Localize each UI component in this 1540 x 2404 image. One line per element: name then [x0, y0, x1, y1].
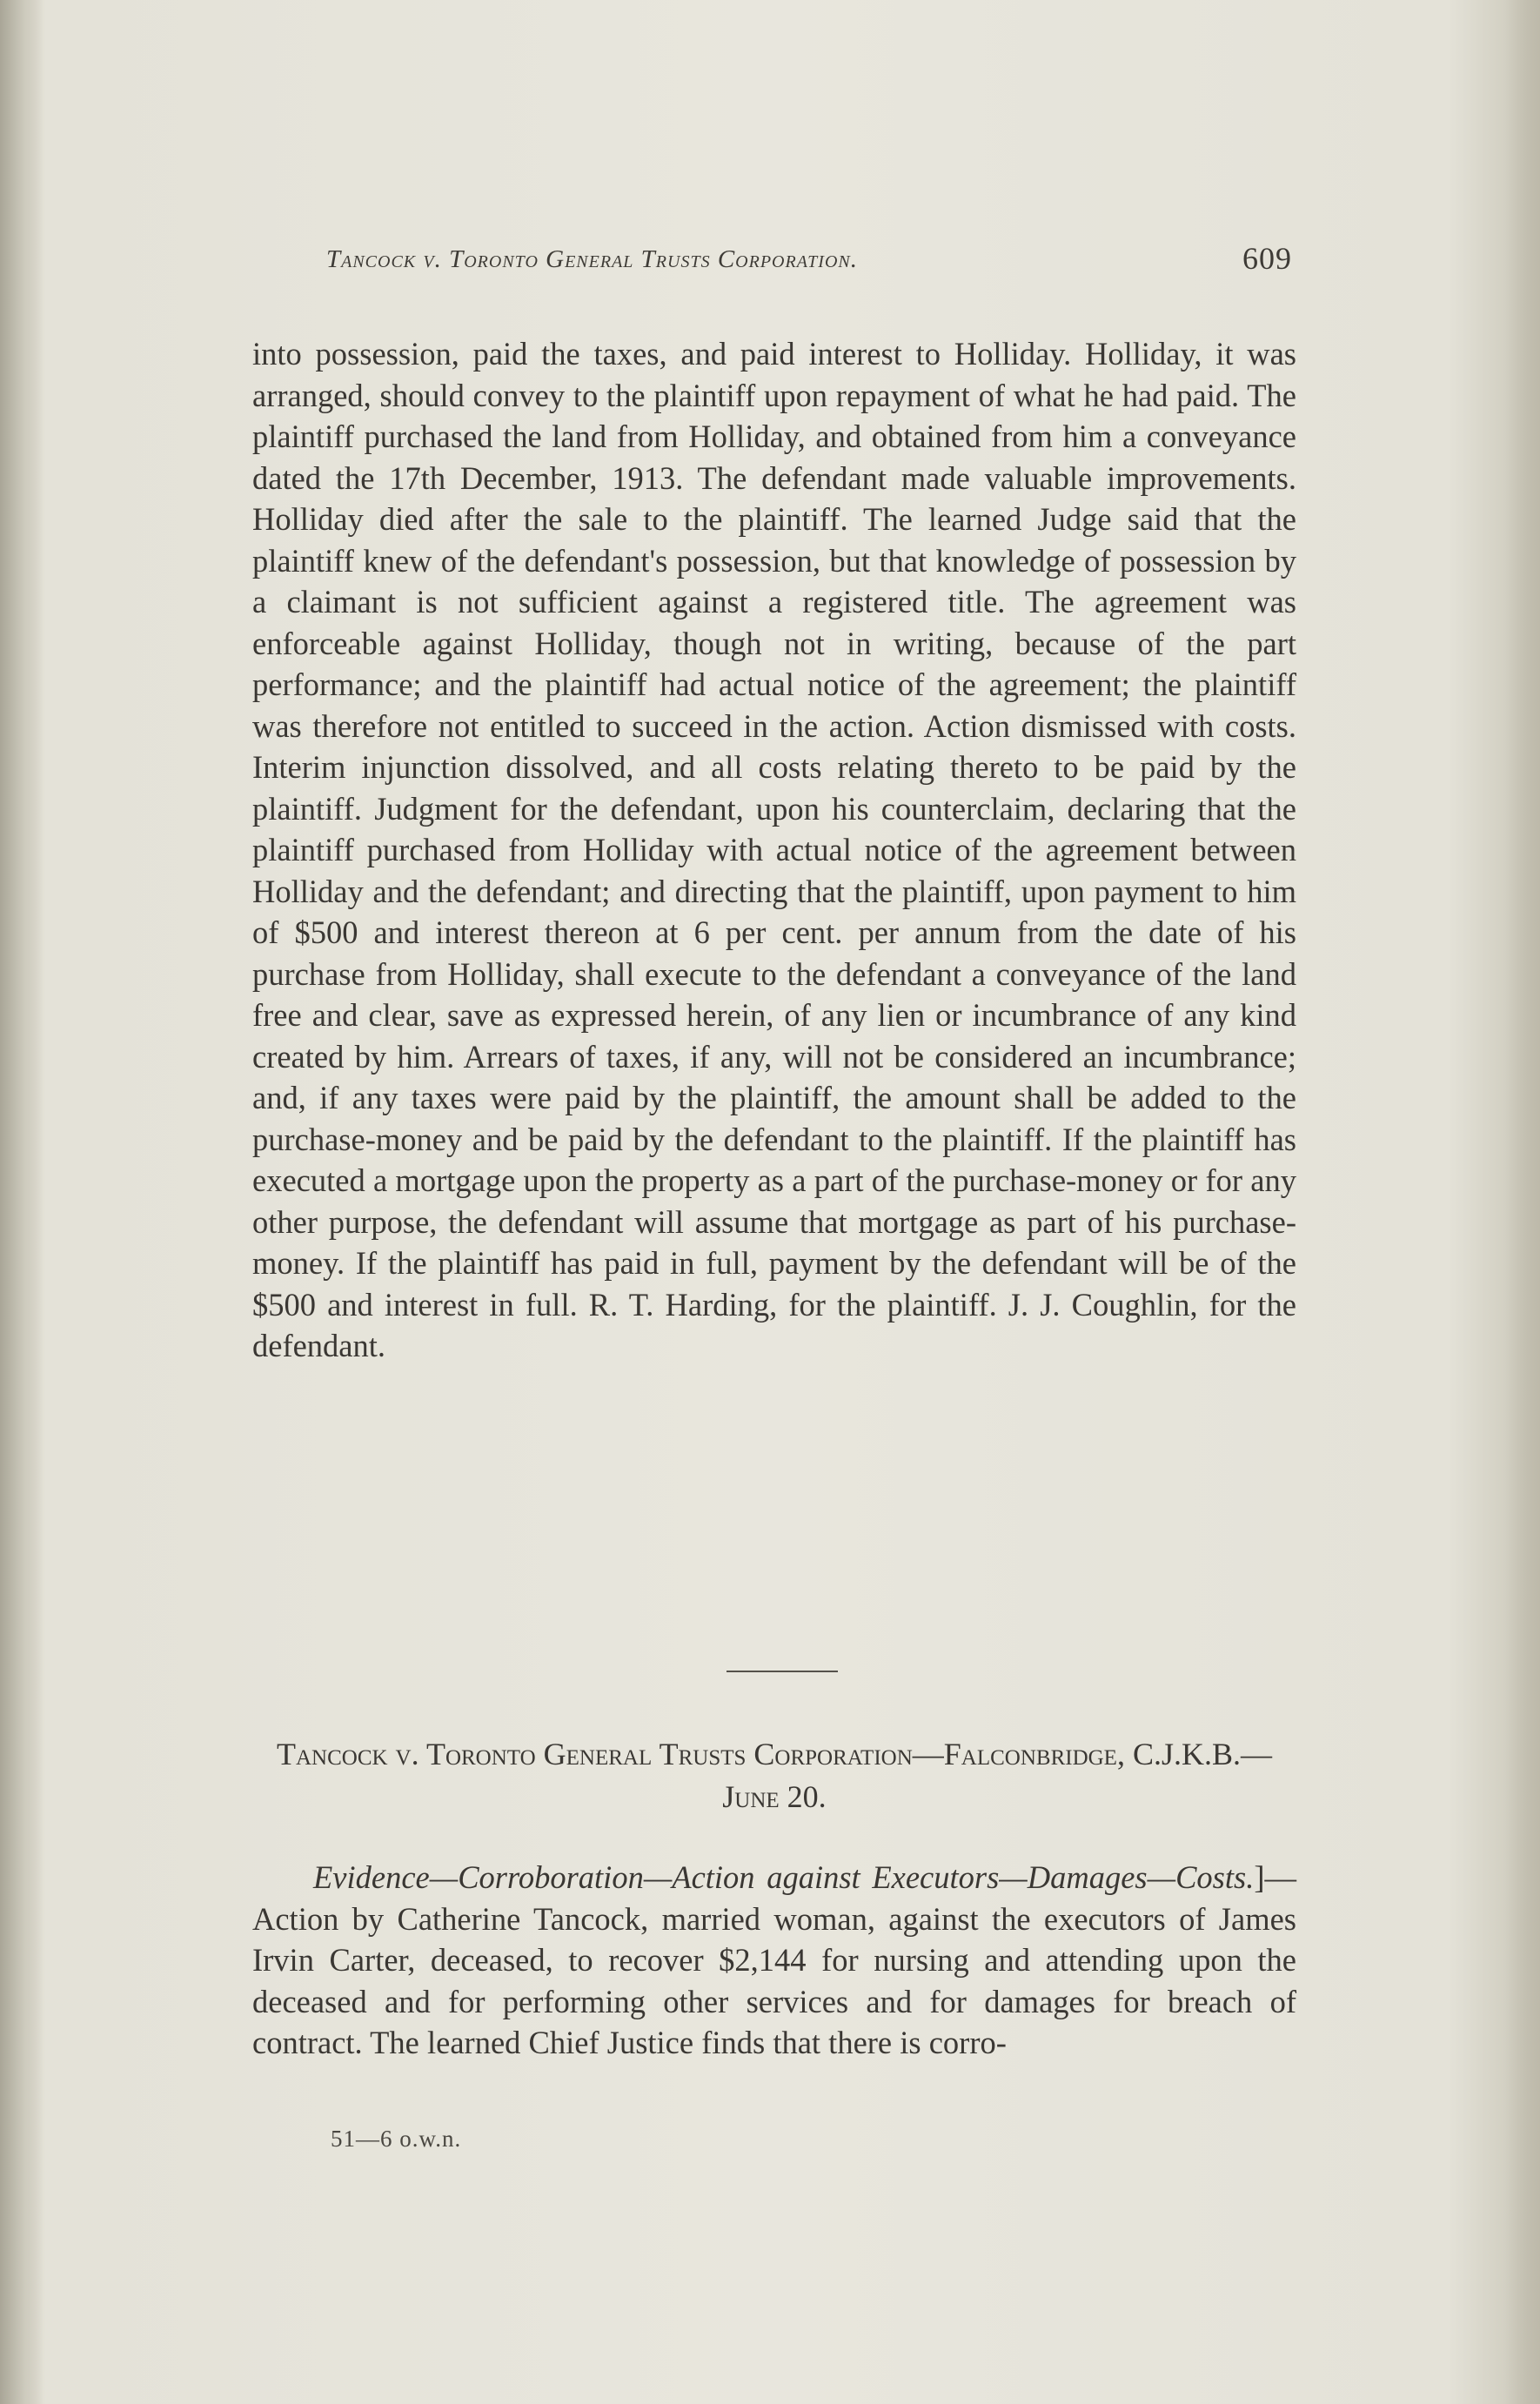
- body-text: [252, 333, 1296, 1367]
- signature-mark: 51—6 o.w.n.: [331, 2126, 462, 2152]
- page-number: 609: [1242, 241, 1292, 276]
- running-head-title: Tancock v. Toronto General Trusts Corporation.: [326, 245, 858, 273]
- running-head: [252, 237, 1292, 280]
- catchwords: Evidence—Corroboration—Action against Executors—Damages—Costs.: [313, 1859, 1255, 1895]
- case-heading: Tancock v. Toronto General Trusts Corporation—Falconbridge, C.J.K.B.—June 20.: [277, 1737, 1272, 1814]
- gutter-shadow: [0, 0, 44, 2404]
- second-case-body: ]—Action by Catherine Tancock, married woman, against the executors of James Irvin Carter, deceased, to recover $2,144 for nursing and attending upon the deceased and for performing other services and for damages for breach of contract. The learned Chief Justice finds that there is corro-: [252, 1859, 1296, 2060]
- second-case-paragraph: [252, 1857, 1296, 2064]
- body-paragraph: into possession, paid the taxes, and paid interest to Holliday. Holliday, it was arranged, should convey to the plaintiff upon repayment of what he had paid. The plaintiff purchased the land from Holliday, and obtained from him a conveyance dated the 17th December, 1913. The defendant made valuable improvements. Holliday died after the sale to the plaintiff. The learned Judge said that the plaintiff knew of the defendant's possession, but that knowledge of possession by a claimant is not sufficient against a registered title. The agreement was enforceable against Holliday, though not in writing, because of the part performance; and the plaintiff had actual notice of the agreement; the plaintiff was therefore not entitled to succeed in the action. Action dismissed with costs. Interim injunction dissolved, and all costs relating thereto to be paid by the plaintiff. Judgment for the defendant, upon his counterclaim, declaring that the plaintiff purchased from Holliday with actual notice of the agreement between Holliday and the defendant; and directing that the plaintiff, upon payment to him of $500 and interest thereon at 6 per cent. per annum from the date of his purchase from Holliday, shall execute to the defendant a conveyance of the land free and clear, save as expressed herein, of any lien or incumbrance of any kind created by him. Arrears of taxes, if any, will not be considered an incumbrance; and, if any taxes were paid by the plaintiff, the amount shall be added to the purchase-money and be paid by the defendant to the plaintiff. If the plaintiff has executed a mortgage upon the property as a part of the purchase-money or for any other purpose, the defendant will assume that mortgage as part of his purchase-money. If the plaintiff has paid in full, payment by the defendant will be of the $500 and interest in full. R. T. Harding, for the plaintiff. J. J. Coughlin, for the defendant.: [252, 336, 1296, 1363]
- page-edge-shadow: [1505, 0, 1540, 2404]
- second-case-text: [252, 1857, 1296, 2064]
- section-divider: [726, 1671, 838, 1672]
